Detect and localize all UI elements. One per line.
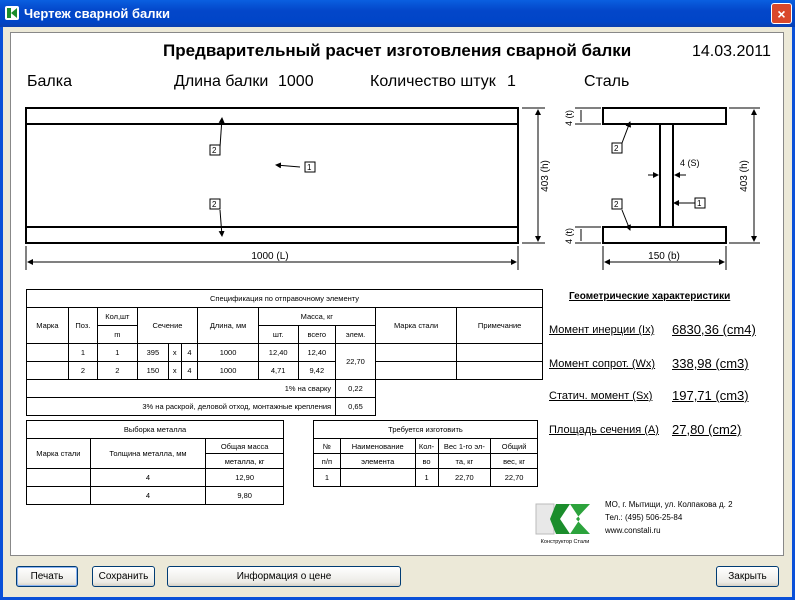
spec-header-mass-total: всего <box>298 326 336 344</box>
make-header-name: Наименование <box>340 439 415 454</box>
table-row: 1 1 22,70 22,70 <box>314 469 538 487</box>
section-bottom-flange <box>603 227 726 243</box>
make-header-no-2: п/п <box>314 454 341 469</box>
geometry-value: 27,80 (cm2) <box>672 422 742 437</box>
dim-web-label: 4 (S) <box>680 158 700 168</box>
print-button[interactable]: Печать <box>16 566 78 587</box>
spec-header-pos: Поз. <box>68 308 97 344</box>
make-header-no: № <box>314 439 341 454</box>
mark-label: 2 <box>614 200 619 209</box>
beam-drawing <box>0 0 795 290</box>
mark-label: 2 <box>212 146 217 155</box>
dim-height-label: 403 (h) <box>540 160 551 192</box>
spec-header-mass: Масса, кг <box>258 308 375 326</box>
save-button[interactable]: Сохранить <box>92 566 155 587</box>
length-value: 1000 <box>278 73 314 90</box>
spec-header-note: Примечание <box>457 308 543 344</box>
metal-title: Выборка металла <box>27 421 284 439</box>
quantity-value: 1 <box>507 73 516 90</box>
geometry-label: Статич. момент (Sx) <box>549 390 653 402</box>
metal-header-mass: Общая масса <box>206 439 284 454</box>
make-header-weight-2: та, кг <box>438 454 491 469</box>
spec-weld-value: 0,22 <box>336 380 376 398</box>
geometry-value: 197,71 (cm3) <box>672 388 749 403</box>
spec-header-mass-elem: элем. <box>336 326 376 344</box>
make-header-qty-2: во <box>415 454 438 469</box>
price-info-button[interactable]: Информация о цене <box>167 566 401 587</box>
metal-selection-table <box>26 420 284 505</box>
make-header-total-2: вес, кг <box>491 454 538 469</box>
material-label: Сталь <box>584 73 630 90</box>
make-title: Требуется изготовить <box>314 421 538 439</box>
make-header-name-2: элемента <box>340 454 415 469</box>
geometry-label: Площадь сечения (A) <box>549 424 659 436</box>
length-label: Длина балки <box>174 73 269 90</box>
window-close-button[interactable]: × <box>771 3 792 24</box>
quantity-label: Количество штук <box>370 73 496 90</box>
spec-waste-value: 0,65 <box>336 398 376 416</box>
metal-header-steel: Марка стали <box>27 439 91 469</box>
spec-header-mark: Марка <box>27 308 69 344</box>
spec-title: Спецификация по отправочному элементу <box>27 290 543 308</box>
table-row: 2 2 150 x 4 1000 4,71 9,42 <box>27 362 543 380</box>
company-address: МО, г. Мытищи, ул. Колпакова д. 2 <box>605 500 733 509</box>
make-header-qty: Кол- <box>415 439 438 454</box>
table-row: 4 12,90 <box>27 469 284 487</box>
spec-header-section: Сечение <box>137 308 198 344</box>
spec-waste-label: 3% на раскрой, деловой отход, монтажные крепления <box>27 398 336 416</box>
production-table <box>313 420 538 487</box>
mark-label: 2 <box>212 200 217 209</box>
geometry-title: Геометрические характеристики <box>569 291 731 302</box>
dim-height-label: 403 (h) <box>739 160 750 192</box>
beam-label: Балка <box>27 73 72 90</box>
close-button[interactable]: Закрыть <box>716 566 779 587</box>
specification-table <box>26 289 543 416</box>
spec-header-qty: Кол,шт <box>98 308 138 326</box>
company-logo <box>534 498 596 546</box>
dim-width-label: 150 (b) <box>648 251 680 262</box>
company-site: www.constali.ru <box>605 526 661 535</box>
report-date: 14.03.2011 <box>692 43 771 60</box>
make-header-weight: Вес 1-го эл- <box>438 439 491 454</box>
svg-text:Конструктор Стали: Конструктор Стали <box>540 539 590 545</box>
metal-header-mass-unit: металла, кг <box>206 454 284 469</box>
dim-thickness-label: 4 (t) <box>564 109 574 127</box>
window-title: Чертеж сварной балки <box>24 6 171 21</box>
geometry-label: Момент инерции (Ix) <box>549 324 655 336</box>
mark-label: 1 <box>307 163 312 172</box>
spec-header-mass-pc: шт. <box>258 326 298 344</box>
geometry-value: 6830,36 (cm4) <box>672 322 756 337</box>
dim-length-label: 1000 (L) <box>251 251 289 262</box>
geometry-value: 338,98 (cm3) <box>672 356 749 371</box>
spec-header-steel: Марка стали <box>375 308 456 344</box>
spec-weld-label: 1% на сварку <box>27 380 336 398</box>
make-header-total: Общий <box>491 439 538 454</box>
spec-elem-mass: 22,70 <box>336 344 376 380</box>
mark-label: 1 <box>697 199 702 208</box>
report-title: Предварительный расчет изготовления сварной балки <box>163 41 632 60</box>
company-phone: Тел.: (495) 506-25-84 <box>605 513 683 522</box>
spec-header-qty-unit: m <box>98 326 138 344</box>
beam-side-outline <box>26 108 518 243</box>
metal-header-thk: Толщина металла, мм <box>90 439 206 469</box>
mark-label: 2 <box>614 144 619 153</box>
dim-thickness-label: 4 (t) <box>564 227 574 245</box>
table-row: 4 9,80 <box>27 487 284 505</box>
section-web <box>660 124 673 227</box>
spec-header-length: Длина, мм <box>198 308 259 344</box>
section-top-flange <box>603 108 726 124</box>
geometry-label: Момент сопрот. (Wx) <box>549 358 656 370</box>
table-row: 1 1 395 x 4 1000 12,40 12,40 22,70 <box>27 344 543 362</box>
